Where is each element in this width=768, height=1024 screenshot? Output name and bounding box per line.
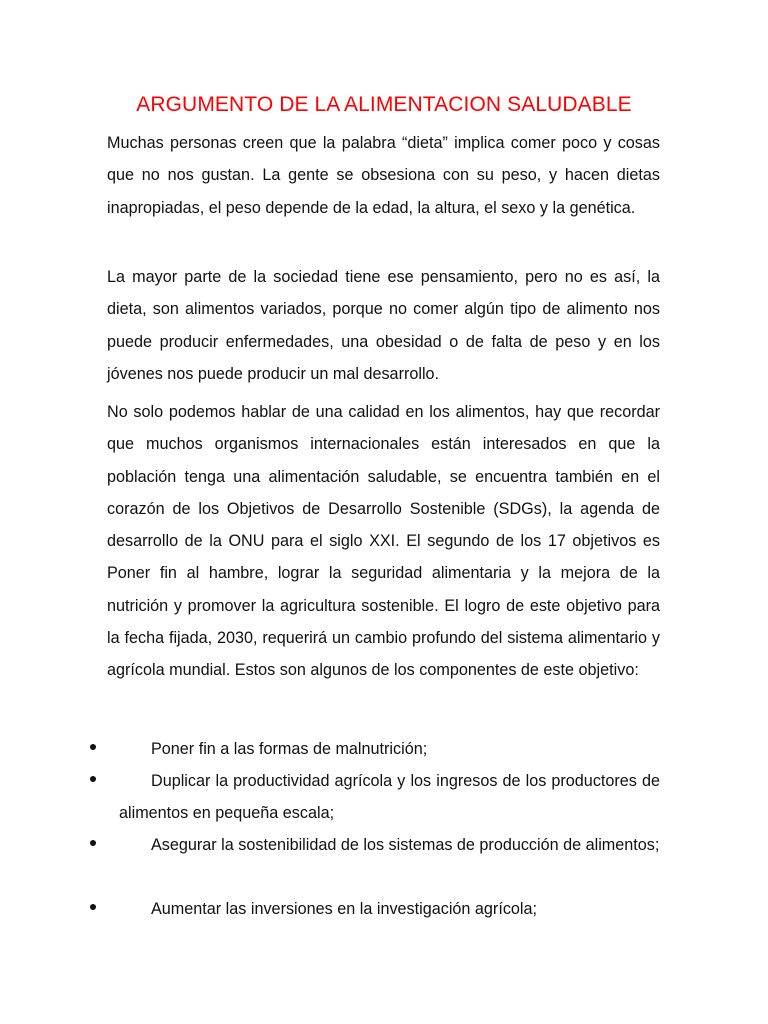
paragraph-3: No solo podemos hablar de una calidad en los alimentos, hay que recordar que muchos organismos internacionales están interesados en que la población tenga una alimentación saludable, se encuentra también en el corazón de los Objetivos de Desarrollo Sostenible (SDGs), la agenda de desarrollo de la ONU para el siglo XXI. El segundo de los 17 objetivos es Poner fin al hambre, lograr la seguridad alimentaria y la mejora de la nutrición y promover la agricultura sostenible. El logro de este objetivo para la fecha fijada, 2030, requerirá un cambio profundo del sistema alimentario y agrícola mundial. Estos son algunos de los componentes de este objetivo: <box>107 403 660 680</box>
bullet-text: Aumentar las inversiones en la investigación agrícola; <box>151 900 538 918</box>
paragraph-1: Muchas personas creen que la palabra “dieta” implica comer poco y cosas que no nos gustan. La gente se obsesiona con su peso, y hacen dietas inapropiadas, el peso depende de la edad, la altura, el sexo y la genética. <box>107 134 660 217</box>
bullet-text: Duplicar la productividad agrícola y los ingresos de los productores de alimentos en pequeña escala; <box>119 772 660 823</box>
bullet-icon <box>90 904 96 910</box>
bullet-icon <box>90 776 96 782</box>
bullet-text: Asegurar la sostenibilidad de los sistemas de producción de alimentos; <box>151 836 660 854</box>
bullet-text: Poner fin a las formas de malnutrición; <box>151 740 428 758</box>
bullet-icon <box>90 744 96 750</box>
paragraph-2: La mayor parte de la sociedad tiene ese pensamiento, pero no es así, la dieta, son alimentos variados, porque no comer algún tipo de alimento nos puede producir enfermedades, una obesidad o de falta de peso y en los jóvenes nos puede producir un mal desarrollo. <box>107 268 660 383</box>
document-title: ARGUMENTO DE LA ALIMENTACION SALUDABLE <box>136 93 632 116</box>
bullet-icon <box>90 840 96 846</box>
